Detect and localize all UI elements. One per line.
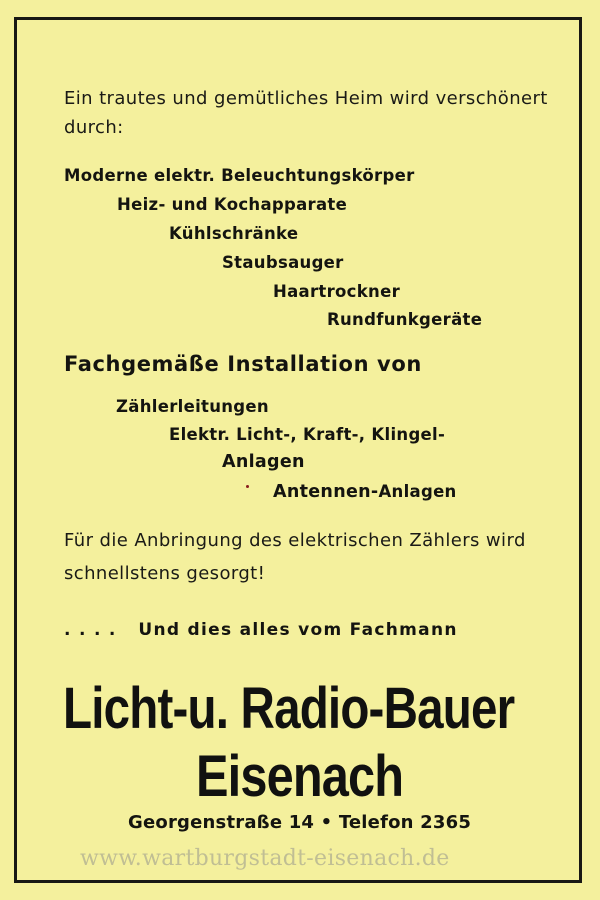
installation-item-meter-lines: Zählerleitungen — [116, 397, 269, 416]
meter-note-line-2: schnellstens gesorgt! — [64, 563, 266, 584]
street-address: Georgenstraße 14 — [128, 812, 315, 833]
intro-line-2: durch: — [64, 117, 124, 138]
product-item-radio: Rundfunkgeräte — [327, 310, 483, 329]
installation-item-antenna — [273, 482, 457, 502]
tagline-dots: . . . . — [64, 620, 117, 640]
print-speck — [246, 485, 249, 488]
website-watermark: www.wartburgstadt-eisenach.de — [80, 846, 450, 871]
product-item-fridges: Kühlschränke — [169, 224, 299, 243]
company-address — [128, 812, 471, 833]
tagline-text: Und dies alles vom Fachmann — [138, 620, 458, 640]
antenna-label: Antennen- — [273, 482, 379, 502]
antenna-systems-label: Anlagen — [378, 482, 457, 501]
product-item-vacuum: Staubsauger — [222, 253, 344, 272]
product-item-hairdryer: Haartrockner — [273, 282, 401, 301]
intro-line-1: Ein trautes und gemütliches Heim wird verschönert — [64, 88, 548, 109]
tagline — [64, 620, 458, 640]
installation-item-light-power-bell: Elektr. Licht-, Kraft-, Klingel- — [169, 425, 446, 444]
phone-number: Telefon 2365 — [338, 812, 472, 833]
product-item-heating: Heiz- und Kochapparate — [117, 195, 348, 214]
company-city: Eisenach — [196, 744, 404, 809]
bullet-separator: • — [320, 812, 333, 833]
meter-note-line-1: Für die Anbringung des elektrischen Zählers wird — [64, 530, 526, 551]
installation-heading: Fachgemäße Installation von — [64, 352, 422, 376]
installation-item-systems: Anlagen — [222, 452, 305, 472]
company-name: Licht-u. Radio-Bauer — [63, 676, 515, 741]
product-item-lighting: Moderne elektr. Beleuchtungskörper — [64, 166, 415, 185]
